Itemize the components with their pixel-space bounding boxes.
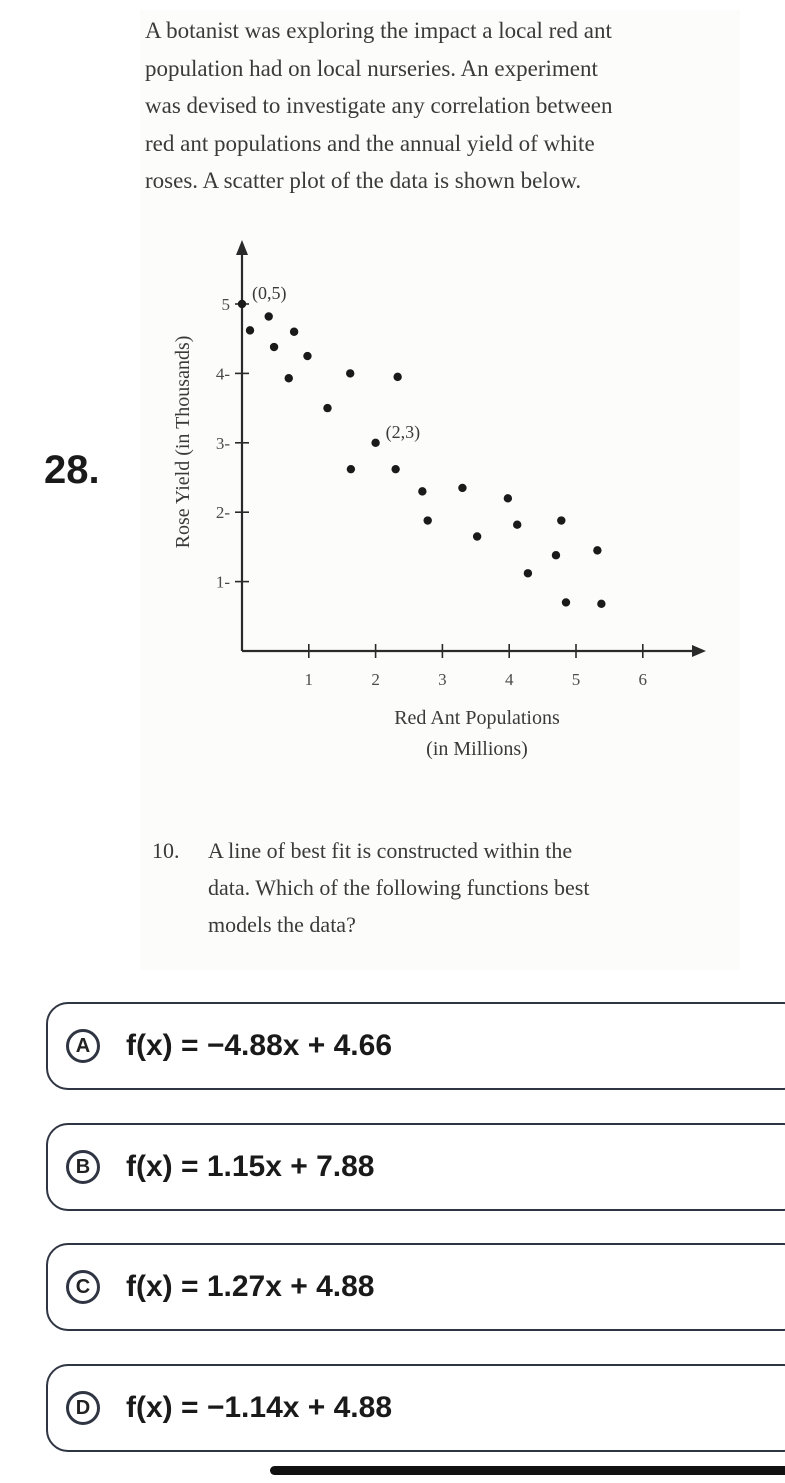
data-point <box>265 312 273 320</box>
data-point <box>346 369 354 377</box>
sub-question-line: A line of best fit is constructed within the <box>208 838 573 863</box>
x-tick-label: 5 <box>571 670 581 689</box>
data-point <box>562 598 570 606</box>
data-point <box>513 520 521 528</box>
data-point <box>504 494 512 502</box>
data-point <box>270 343 278 351</box>
choice-a[interactable] <box>46 1002 785 1090</box>
sub-question-line: models the data? <box>208 912 356 937</box>
passage-line: red ant populations and the annual yield of white <box>145 130 595 156</box>
x-axis-title-line-2: (in Millions) <box>426 738 528 760</box>
choice-text: f(x) = 1.27x + 4.88 <box>126 1270 375 1303</box>
data-point <box>238 300 246 308</box>
sub-question-text <box>208 832 742 943</box>
x-tick-label: 4 <box>504 670 514 689</box>
x-tick-label: 1 <box>304 670 314 689</box>
choice-letter-badge: A <box>66 1029 100 1063</box>
data-point <box>246 326 254 334</box>
x-tick-label: 2 <box>371 670 380 689</box>
x-axis-arrow <box>692 645 706 657</box>
choice-letter-badge: D <box>66 1391 100 1425</box>
y-axis-title: Rose Yield (in Thousands) <box>172 335 194 549</box>
data-points <box>238 300 606 608</box>
choice-letter-badge: C <box>66 1270 100 1304</box>
data-point <box>393 373 401 381</box>
passage <box>145 12 740 200</box>
data-point <box>597 600 605 608</box>
x-tick-label: 6 <box>638 670 648 689</box>
data-point <box>371 439 379 447</box>
choice-text: f(x) = 1.15x + 7.88 <box>126 1150 375 1183</box>
point-label: (0,5) <box>252 283 287 303</box>
passage-line: was devised to investigate any correlation between <box>145 93 613 118</box>
sub-question <box>152 832 742 943</box>
home-indicator[interactable] <box>270 1466 785 1475</box>
data-point <box>347 465 355 473</box>
y-tick-label: 1- <box>215 572 230 592</box>
axes <box>236 240 706 657</box>
y-tick-label: 2- <box>215 503 230 523</box>
point-label: (2,3) <box>385 421 421 442</box>
sub-question-number: 10. <box>152 838 180 863</box>
question-number: 28. <box>44 448 100 492</box>
scatter-plot <box>140 230 720 770</box>
passage-line: population had on local nurseries. An experiment <box>145 55 598 81</box>
y-tick-label: 5 <box>221 295 230 314</box>
data-point <box>458 484 466 492</box>
x-tick-label: 3 <box>438 670 447 689</box>
choice-letter-badge: B <box>66 1150 100 1184</box>
data-point <box>418 487 426 495</box>
choice-b[interactable] <box>46 1123 785 1211</box>
data-point <box>557 516 565 524</box>
choice-c[interactable] <box>46 1243 785 1331</box>
sub-question-line: data. Which of the following functions best <box>208 875 590 900</box>
y-ticks <box>216 295 249 592</box>
data-point <box>524 569 532 577</box>
data-point <box>303 352 311 360</box>
annotations <box>252 283 420 443</box>
data-point <box>285 374 293 382</box>
x-axis-title-line-1: Red Ant Populations <box>394 707 560 729</box>
y-tick-label: 4- <box>215 364 230 384</box>
choice-d[interactable] <box>46 1364 785 1452</box>
y-tick-label: 3- <box>215 433 230 453</box>
data-point <box>424 516 432 524</box>
data-point <box>290 328 298 336</box>
data-point <box>323 404 331 412</box>
data-point <box>473 532 481 540</box>
data-point <box>593 546 601 554</box>
data-point <box>552 551 560 559</box>
passage-line: A botanist was exploring the impact a local red ant <box>145 18 612 43</box>
y-axis-arrow <box>236 240 248 255</box>
passage-line: roses. A scatter plot of the data is shown below. <box>145 168 582 193</box>
data-point <box>391 465 399 473</box>
choice-text: f(x) = −1.14x + 4.88 <box>126 1391 393 1424</box>
choice-text: f(x) = −4.88x + 4.66 <box>126 1029 393 1062</box>
